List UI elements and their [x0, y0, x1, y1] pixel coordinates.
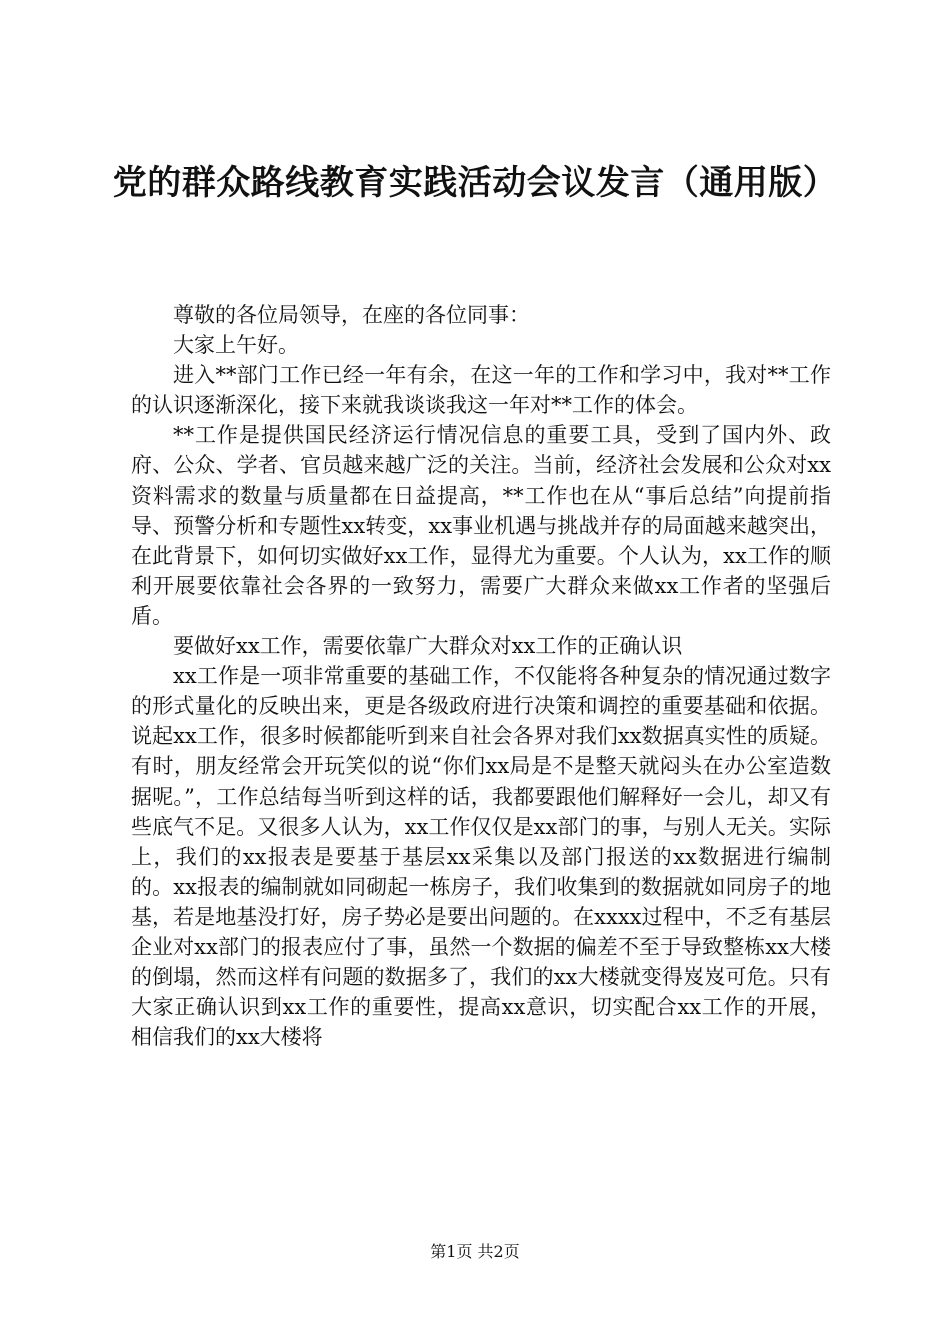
- paragraph: 进入**部门工作已经一年有余，在这一年的工作和学习中，我对**工作的认识逐渐深化，接下来就我谈谈我这一年对**工作的体会。: [131, 363, 831, 418]
- document-body: [131, 300, 831, 1052]
- salutation: 尊敬的各位局领导，在座的各位同事：: [173, 303, 530, 327]
- document-title: 党的群众路线教育实践活动会议发言（通用版）: [112, 163, 838, 203]
- greeting: 大家上午好。: [173, 333, 299, 358]
- section-heading: 要做好xx工作，需要依靠广大群众对xx工作的正确认识: [173, 634, 683, 659]
- page-number: 第1页 共2页: [430, 1242, 520, 1261]
- paragraph: **工作是提供国民经济运行情况信息的重要工具，受到了国内外、政府、公众、学者、官员越来越广泛的关注。当前，经济社会发展和公众对xx资料需求的数量与质量都在日益提高，**工作也在从“事后总结”向提前指导、预警分析和专题性xx转变，xx事业机遇与挑战并存的局面越来越突出，在此背景下，如何切实做好xx工作，显得尤为重要。个人认为，xx工作的顺利开展要依靠社会各界的一致努力，需要广大群众来做xx工作者的坚强后盾。: [131, 423, 831, 628]
- paragraph: xx工作是一项非常重要的基础工作，不仅能将各种复杂的情况通过数字的形式量化的反映出来，更是各级政府进行决策和调控的重要基础和依据。说起xx工作，很多时候都能听到来自社会各界对我们xx数据真实性的质疑。有时，朋友经常会开玩笑似的说“你们xx局是不是整天就闷头在办公室造数据呢。”，工作总结每当听到这样的话，我都要跟他们解释好一会儿，却又有些底气不足。又很多人认为，xx工作仅仅是xx部门的事，与别人无关。实际上，我们的xx报表是要基于基层xx采集以及部门报送的xx数据进行编制的。xx报表的编制就如同砌起一栋房子，我们收集到的数据就如同房子的地基，若是地基没打好，房子势必是要出问题的。在xxxx过程中，不乏有基层企业对xx部门的报表应付了事，虽然一个数据的偏差不至于导致整栋xx大楼的倒塌，然而这样有问题的数据多了，我们的xx大楼就变得岌岌可危。只有大家正确认识到xx工作的重要性，提高xx意识，切实配合xx工作的开展，相信我们的xx大楼将: [131, 664, 831, 1050]
